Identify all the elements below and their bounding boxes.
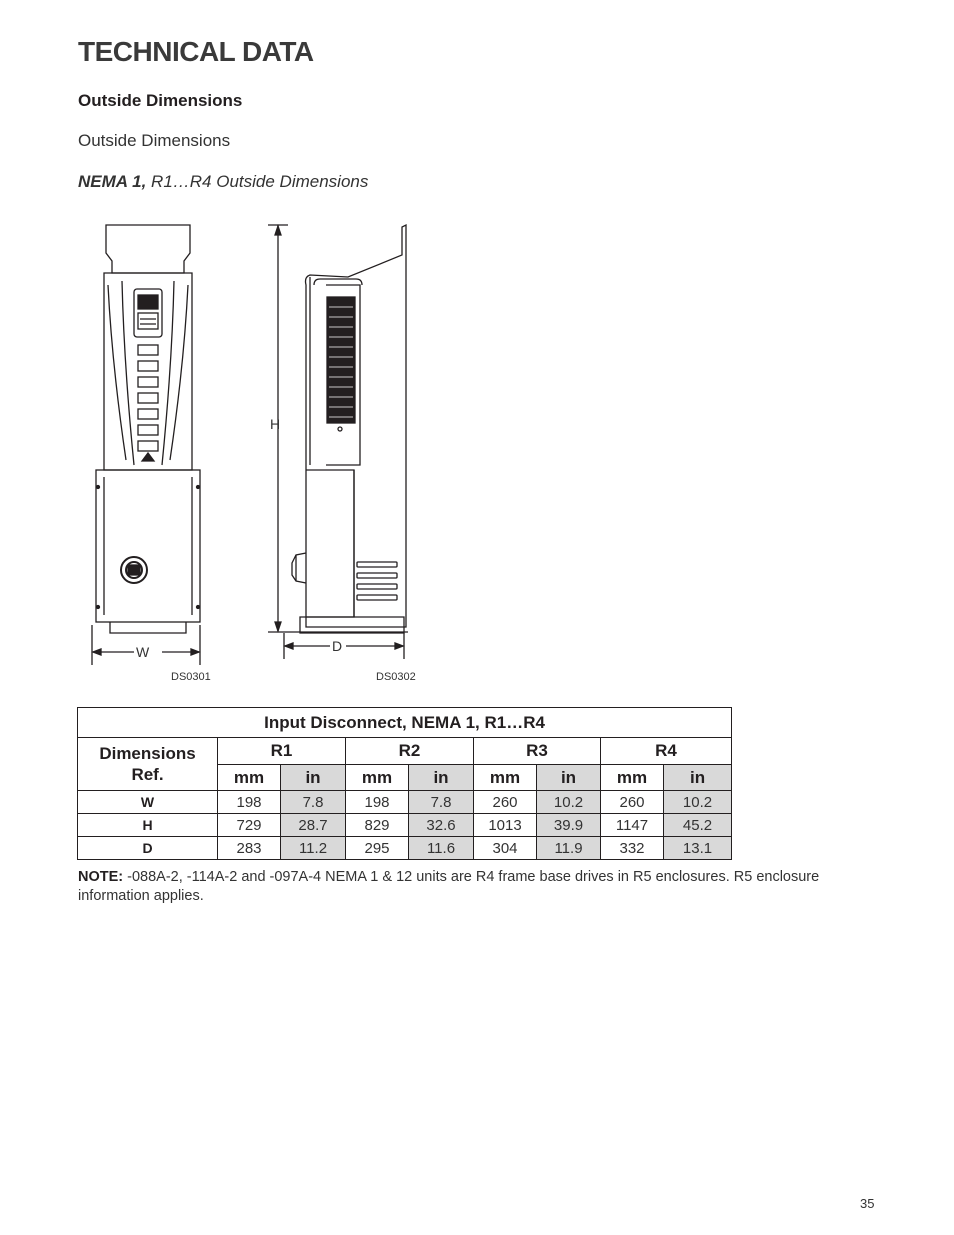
caption-bold: NEMA 1, [78,172,147,191]
cell-mm: 304 [474,837,537,860]
frame-header-r4: R4 [601,738,732,765]
dimension-label-h: H [270,416,281,432]
cell-mm: 260 [601,791,664,814]
ref-line-1: Dimensions [99,744,196,763]
cell-in: 13.1 [664,837,732,860]
cell-mm: 1013 [474,814,537,837]
cell-in: 7.8 [409,791,474,814]
table-note [78,868,838,906]
unit-in: in [281,765,346,791]
table-row [78,837,732,860]
caption-rest: R1…R4 Outside Dimensions [146,172,369,191]
unit-in: in [409,765,474,791]
frame-header-r2: R2 [346,738,474,765]
note-label: NOTE: [78,869,124,885]
note-text: -088A-2, -114A-2 and -097A-4 NEMA 1 & 12 units are R4 frame base drives in R5 enclosures. R5 enclosure information applies. [78,869,820,904]
page-number: 35 [860,1196,875,1211]
section-heading: Outside Dimensions [78,91,243,110]
unit-mm: mm [601,765,664,791]
table-ref-header [78,738,218,791]
unit-mm: mm [346,765,409,791]
cell-in: 10.2 [537,791,601,814]
page-title: TECHNICAL DATA [78,36,314,67]
ref-line-2: Ref. [131,765,164,784]
dimension-label-w: W [136,644,150,660]
cell-mm: 198 [218,791,281,814]
cell-in: 11.9 [537,837,601,860]
cell-in: 32.6 [409,814,474,837]
dimension-label-d: D [332,638,343,654]
figure-caption [78,172,368,192]
front-mount-plate [106,225,190,273]
cell-mm: 198 [346,791,409,814]
cell-in: 11.6 [409,837,474,860]
frame-header-r1: R1 [218,738,346,765]
cell-in: 11.2 [281,837,346,860]
cell-mm: 829 [346,814,409,837]
table-title: Input Disconnect, NEMA 1, R1…R4 [78,708,732,738]
frame-header-r3: R3 [474,738,601,765]
unit-in: in [537,765,601,791]
vent-grille [327,297,355,423]
dimensions-table [77,707,732,860]
drawing-code-front: DS0301 [171,671,211,683]
cell-in: 10.2 [664,791,732,814]
table-row [78,814,732,837]
cell-in: 45.2 [664,814,732,837]
table-row [78,791,732,814]
cell-mm: 260 [474,791,537,814]
row-label: D [78,837,218,860]
cell-mm: 332 [601,837,664,860]
cell-mm: 729 [218,814,281,837]
cell-in: 28.7 [281,814,346,837]
dimension-drawing [78,215,438,690]
cell-in: 39.9 [537,814,601,837]
unit-mm: mm [218,765,281,791]
row-label: W [78,791,218,814]
unit-mm: mm [474,765,537,791]
cell-mm: 1147 [601,814,664,837]
unit-in: in [664,765,732,791]
front-disconnect-enclosure [96,470,200,622]
cell-mm: 283 [218,837,281,860]
row-label: H [78,814,218,837]
cell-in: 7.8 [281,791,346,814]
drawing-code-side: DS0302 [376,671,416,683]
subheading: Outside Dimensions [78,131,231,150]
cell-mm: 295 [346,837,409,860]
